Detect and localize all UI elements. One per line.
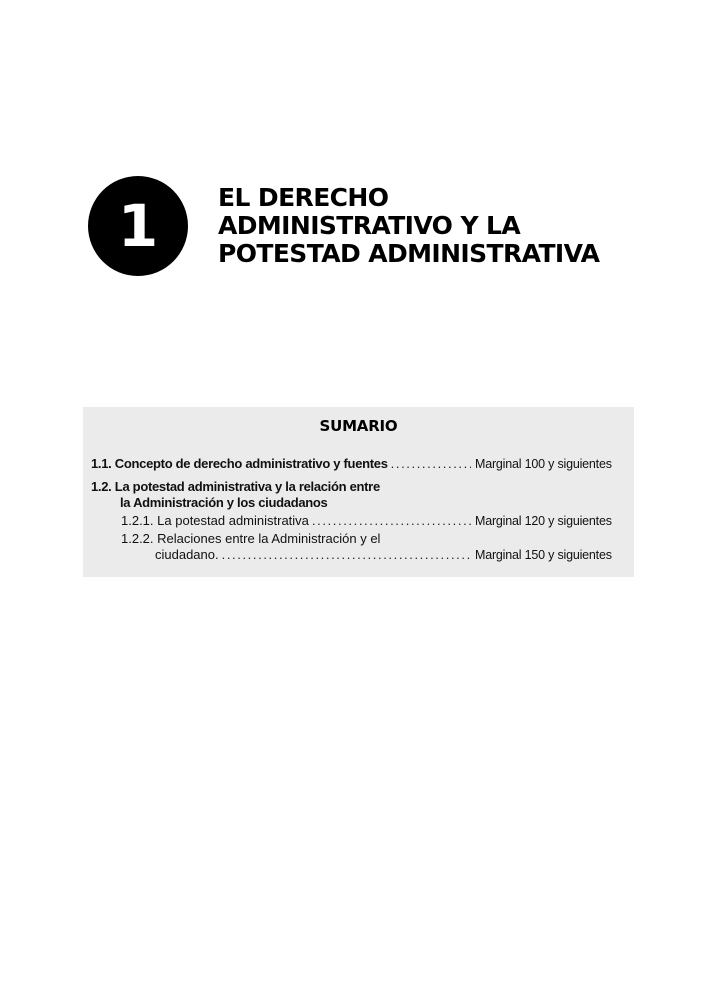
toc-entry-title: La potestad administrativa <box>157 513 309 528</box>
toc-entry-1-2-continuation <box>120 495 327 511</box>
summary-box <box>83 407 634 577</box>
toc-entry-1-2-2 <box>121 531 380 547</box>
toc-entry-1-1 <box>91 456 625 472</box>
toc-leader-dots <box>312 513 471 529</box>
chapter-title-line-3: POTESTAD ADMINISTRATIVA <box>218 239 600 268</box>
summary-heading: SUMARIO <box>319 417 398 435</box>
toc-entry-1-2-1 <box>121 513 625 529</box>
toc-entry-title-line-2: ciudadano. <box>155 547 219 562</box>
toc-entry-title: Concepto de derecho administrativo y fuentes <box>114 456 388 471</box>
toc-leader-dots <box>391 456 471 472</box>
chapter-title <box>218 184 698 268</box>
toc-entry-1-2 <box>91 479 380 495</box>
chapter-title-line-2: ADMINISTRATIVO Y LA <box>218 211 521 240</box>
toc-leader-dots <box>222 547 471 563</box>
toc-entry-reference: Marginal 120 y siguientes <box>475 514 612 528</box>
chapter-number: 1 <box>117 192 159 260</box>
toc-entry-title-line-1: Relaciones entre la Administración y el <box>157 531 381 546</box>
toc-entry-title-line-1: La potestad administrativa y la relación entre <box>114 479 380 494</box>
toc-entry-number: 1.2.2. <box>121 531 154 546</box>
toc-entry-number: 1.2. <box>91 479 112 494</box>
chapter-number-badge <box>88 176 188 276</box>
chapter-title-line-1: EL DERECHO <box>218 183 389 212</box>
toc-entry-number: 1.1. <box>91 456 112 471</box>
toc-entry-1-2-2-continuation <box>155 547 625 563</box>
toc-entry-number: 1.2.1. <box>121 513 154 528</box>
toc-entry-reference: Marginal 100 y siguientes <box>475 457 612 471</box>
toc-entry-reference: Marginal 150 y siguientes <box>475 548 612 562</box>
toc-entry-title-line-2: la Administración y los ciudadanos <box>120 495 328 510</box>
